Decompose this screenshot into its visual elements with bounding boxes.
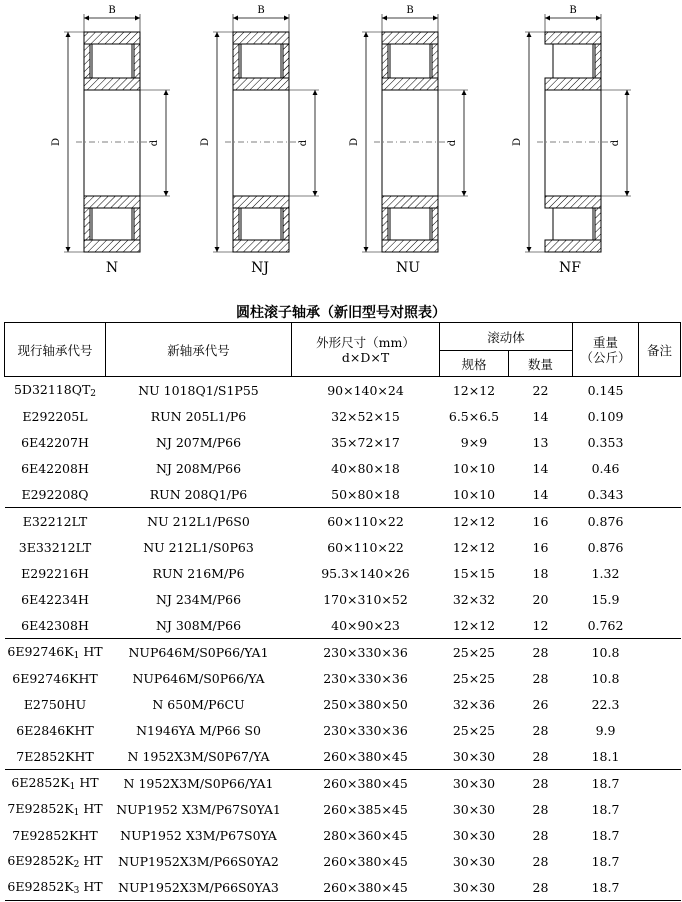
cell-dimensions: 230×330×36 [323, 722, 408, 738]
cell-current-code [5, 770, 106, 797]
table-row [5, 874, 681, 901]
cell-remark [639, 848, 681, 874]
dim-label-d: d [149, 139, 160, 147]
current-code-main: 7E92852KHT [12, 827, 98, 843]
cell-qty: 28 [532, 670, 549, 686]
cell-dimensions: 250×380×50 [323, 696, 408, 712]
cell-new-code: N 1952X3M/S0P67/YA [106, 743, 292, 770]
header-dimensions [292, 323, 440, 377]
cell-new-code: RUN 205L1/P6 [150, 408, 247, 424]
cell-current-code [5, 848, 106, 874]
current-code-suffix: HT [79, 800, 103, 816]
cell-remark [639, 377, 681, 404]
cell-current-code [5, 612, 106, 639]
cell-spec: 12×12 [452, 539, 496, 555]
cell-remark [639, 717, 681, 743]
cell-spec: 30×30 [452, 853, 496, 869]
cell-weight: 0.343 [573, 481, 639, 508]
table-row [5, 377, 681, 404]
cell-remark [639, 403, 681, 429]
dim-label-B: B [406, 5, 414, 16]
current-code-suffix: HT [79, 643, 103, 659]
cell-current-code [5, 665, 106, 691]
table-body [5, 377, 681, 901]
cell-new-code: NUP1952 X3M/P67S0YA [120, 827, 277, 843]
cell-spec: 32×36 [452, 696, 496, 712]
cell-qty: 16 [532, 513, 549, 529]
dim-label-d: d [610, 139, 621, 147]
cell-spec: 30×30 [452, 827, 496, 843]
cell-dimensions: 40×90×23 [292, 612, 440, 639]
cell-qty: 28 [532, 853, 549, 869]
cell-new-code: NJ 234M/P66 [155, 591, 242, 607]
table-row [5, 796, 681, 822]
table-row [5, 429, 681, 455]
cell-qty: 13 [532, 434, 549, 450]
current-code-main: 7E92852K [7, 800, 74, 816]
cell-dimensions: 60×110×22 [327, 539, 404, 555]
header-current-code: 现行轴承代号 [5, 323, 106, 377]
cell-new-code: NU 212L1/P6S0 [147, 513, 250, 529]
dim-label-B: B [569, 5, 577, 16]
dim-label-D: D [512, 137, 523, 147]
cell-spec: 30×30 [452, 775, 496, 791]
bearing-drawing-NJ [200, 5, 319, 252]
cell-new-code: NU 212L1/S0P63 [143, 539, 254, 555]
cell-spec: 10×10 [452, 460, 496, 476]
cell-current-code [5, 455, 106, 481]
cell-remark [639, 665, 681, 691]
cell-remark [639, 874, 681, 901]
cell-new-code: NU 1018Q1/S1P55 [138, 382, 259, 398]
cell-remark [639, 612, 681, 639]
current-code-main: 6E92852K [7, 878, 74, 894]
cell-dimensions: 260×380×45 [323, 853, 408, 869]
current-code-main: 6E2846KHT [16, 722, 94, 738]
cell-new-code: NJ 208M/P66 [155, 460, 242, 476]
cell-spec: 9×9 [460, 434, 488, 450]
cell-spec: 30×30 [440, 874, 509, 901]
table-row [5, 770, 681, 797]
dim-label-D: D [51, 137, 62, 147]
cell-current-code [5, 429, 106, 455]
header-weight [573, 323, 639, 377]
cell-current-code [5, 586, 106, 612]
table-row [5, 848, 681, 874]
cell-weight: 9.9 [595, 722, 616, 738]
current-code-main: E32212LT [22, 513, 88, 529]
cell-weight: 0.109 [587, 408, 624, 424]
bearing-drawings [0, 0, 682, 285]
current-code-subscript: 2 [90, 388, 97, 399]
dim-label-D: D [349, 137, 360, 147]
cell-weight: 0.46 [591, 460, 620, 476]
header-rolling-element: 滚动体 [440, 323, 573, 351]
cell-remark [639, 560, 681, 586]
table-row [5, 822, 681, 848]
cell-remark [639, 691, 681, 717]
cell-weight: 0.876 [587, 539, 624, 555]
cell-qty: 12 [509, 612, 573, 639]
header-remark: 备注 [639, 323, 681, 377]
cell-dimensions: 260×380×45 [323, 775, 408, 791]
cell-qty: 14 [509, 481, 573, 508]
table-row [5, 743, 681, 770]
current-code-main: 6E42308H [21, 617, 89, 633]
cell-dimensions: 260×385×45 [323, 801, 408, 817]
current-code-suffix: HT [79, 852, 103, 868]
dim-label-B: B [257, 5, 265, 16]
cell-remark [639, 508, 681, 535]
cell-weight: 0.762 [573, 612, 639, 639]
table-row [5, 508, 681, 535]
cell-current-code [5, 717, 106, 743]
cell-spec: 6.5×6.5 [448, 408, 500, 424]
cell-remark [639, 743, 681, 770]
cell-dimensions: 230×330×36 [323, 644, 408, 660]
cell-new-code: NUP646M/S0P66/YA1 [128, 644, 269, 660]
cell-weight: 18.7 [591, 801, 620, 817]
header-dimensions-line1: 外形尺寸（mm） [316, 334, 415, 350]
cell-qty: 28 [532, 644, 549, 660]
cell-qty: 16 [532, 539, 549, 555]
table-row [5, 560, 681, 586]
header-spec: 规格 [440, 351, 509, 377]
cell-weight: 0.145 [587, 382, 624, 398]
cell-weight: 18.1 [573, 743, 639, 770]
cell-current-code [5, 639, 106, 666]
cell-weight: 10.8 [591, 644, 620, 660]
cell-remark [639, 796, 681, 822]
cell-dimensions: 95.3×140×26 [321, 565, 410, 581]
cell-qty: 28 [509, 743, 573, 770]
current-code-subscript: 2 [73, 859, 80, 870]
current-code-subscript: 1 [73, 650, 80, 661]
table-row [5, 717, 681, 743]
table-row [5, 639, 681, 666]
current-code-main: 6E42234H [21, 591, 89, 607]
drawing-label-NJ: NJ [251, 260, 269, 276]
cell-current-code [5, 403, 106, 429]
drawing-label-N: N [105, 260, 119, 276]
cell-new-code: N 650M/P6CU [152, 696, 245, 712]
current-code-main: 6E42207H [21, 434, 89, 450]
cell-current-code [5, 822, 106, 848]
cell-current-code [5, 508, 106, 535]
cell-weight: 18.7 [573, 874, 639, 901]
cell-spec: 12×12 [440, 612, 509, 639]
cell-weight: 10.8 [591, 670, 620, 686]
cell-new-code: NUP646M/S0P66/YA [132, 670, 265, 686]
current-code-subscript: 3 [73, 885, 80, 896]
cell-new-code: N 1952X3M/S0P66/YA1 [123, 775, 274, 791]
cell-qty: 20 [532, 591, 549, 607]
current-code-subscript: 1 [69, 781, 76, 792]
drawing-label-NF: NF [559, 260, 581, 276]
cell-spec: 30×30 [440, 743, 509, 770]
cell-qty: 18 [532, 565, 549, 581]
bearing-drawing-NU [349, 5, 468, 252]
cell-qty: 14 [532, 460, 549, 476]
cell-weight: 18.7 [591, 827, 620, 843]
cell-current-code [5, 796, 106, 822]
cell-remark [639, 429, 681, 455]
cell-dimensions: 230×330×36 [323, 670, 408, 686]
cell-weight: 0.876 [587, 513, 624, 529]
current-code-main: 7E2852KHT [16, 748, 94, 764]
table-row [5, 612, 681, 639]
cell-current-code [5, 743, 106, 770]
cell-new-code: NJ 207M/P66 [155, 434, 242, 450]
cell-remark [639, 534, 681, 560]
cell-remark [639, 481, 681, 508]
cell-weight: 15.9 [591, 591, 620, 607]
cell-qty: 14 [532, 408, 549, 424]
header-dimensions-line2: d×D×T [341, 349, 390, 365]
header-weight-line2: （公斤） [580, 349, 631, 365]
cell-new-code: RUN 216M/P6 [152, 565, 245, 581]
cell-spec: 25×25 [452, 722, 496, 738]
dim-label-D: D [200, 137, 211, 147]
table-row [5, 481, 681, 508]
cell-current-code [5, 691, 106, 717]
cell-current-code [5, 377, 106, 404]
cell-current-code [5, 481, 106, 508]
table-row [5, 586, 681, 612]
cell-qty: 28 [509, 874, 573, 901]
bearing-drawing-NF [512, 5, 631, 252]
table-title: 圆柱滚子轴承（新旧型号对照表） [236, 305, 446, 321]
current-code-main: E292205L [22, 408, 88, 424]
current-code-main: 6E92746KHT [12, 670, 98, 686]
current-code-main: 6E92746K [7, 643, 74, 659]
cell-qty: 28 [532, 801, 549, 817]
current-code-main: 6E2852K [11, 774, 70, 790]
cell-spec: 32×32 [452, 591, 496, 607]
cell-weight: 0.353 [587, 434, 624, 450]
table-row [5, 403, 681, 429]
cell-dimensions: 170×310×52 [323, 591, 408, 607]
cell-weight: 18.7 [591, 853, 620, 869]
header-qty: 数量 [509, 351, 573, 377]
cell-qty: 28 [532, 827, 549, 843]
cell-spec: 30×30 [452, 801, 496, 817]
current-code-main: 5D32118QT [13, 381, 91, 397]
cell-dimensions: 50×80×18 [292, 481, 440, 508]
current-code-suffix: HT [75, 774, 99, 790]
cell-current-code [5, 534, 106, 560]
current-code-main: 6E92852K [7, 852, 74, 868]
bearing-drawing-N [51, 5, 170, 252]
cell-dimensions: 60×110×22 [327, 513, 404, 529]
table-row [5, 455, 681, 481]
cell-qty: 26 [532, 696, 549, 712]
current-code-main: 3E33212LT [18, 539, 92, 555]
cell-current-code [5, 560, 106, 586]
cell-spec: 25×25 [452, 670, 496, 686]
dim-label-B: B [108, 5, 116, 16]
current-code-subscript: 1 [73, 807, 80, 818]
current-code-main: E292208Q [21, 486, 89, 502]
current-code-main: E292216H [21, 565, 89, 581]
cell-qty: 28 [532, 722, 549, 738]
cell-spec: 10×10 [440, 481, 509, 508]
cell-current-code [5, 874, 106, 901]
current-code-main: 6E42208H [21, 460, 89, 476]
cell-dimensions: 260×380×45 [292, 874, 440, 901]
cell-new-code: N1946YA M/P66 S0 [136, 722, 261, 738]
table-row [5, 665, 681, 691]
cell-new-code: NUP1952X3M/P66S0YA3 [106, 874, 292, 901]
cell-qty: 28 [532, 775, 549, 791]
cell-spec: 12×12 [452, 513, 496, 529]
bearing-comparison-table [4, 322, 681, 901]
header-new-code: 新轴承代号 [106, 323, 292, 377]
drawing-label-NU: NU [395, 260, 421, 276]
cell-new-code: NUP1952X3M/P66S0YA2 [118, 853, 279, 869]
header-weight-line1: 重量 [593, 334, 619, 350]
dim-label-d: d [447, 139, 458, 147]
cell-dimensions: 35×72×17 [331, 434, 400, 450]
cell-weight: 22.3 [591, 696, 620, 712]
cell-new-code: NJ 308M/P66 [106, 612, 292, 639]
cell-dimensions: 280×360×45 [323, 827, 408, 843]
cell-dimensions: 32×52×15 [331, 408, 400, 424]
cell-spec: 12×12 [452, 382, 496, 398]
cell-spec: 15×15 [452, 565, 496, 581]
cell-dimensions: 260×380×45 [292, 743, 440, 770]
cell-new-code: NUP1952 X3M/P67S0YA1 [116, 801, 281, 817]
cell-remark [639, 455, 681, 481]
cell-remark [639, 639, 681, 666]
cell-remark [639, 770, 681, 797]
table-row [5, 534, 681, 560]
cell-dimensions: 90×140×24 [327, 382, 404, 398]
cell-remark [639, 822, 681, 848]
cell-spec: 25×25 [452, 644, 496, 660]
dim-label-d: d [298, 139, 309, 147]
cell-weight: 1.32 [591, 565, 620, 581]
cell-weight: 18.7 [591, 775, 620, 791]
cell-new-code: RUN 208Q1/P6 [106, 481, 292, 508]
cell-qty: 22 [532, 382, 549, 398]
current-code-suffix: HT [79, 878, 103, 894]
cell-dimensions: 40×80×18 [331, 460, 400, 476]
cell-remark [639, 586, 681, 612]
current-code-main: E2750HU [23, 696, 87, 712]
table-row [5, 691, 681, 717]
